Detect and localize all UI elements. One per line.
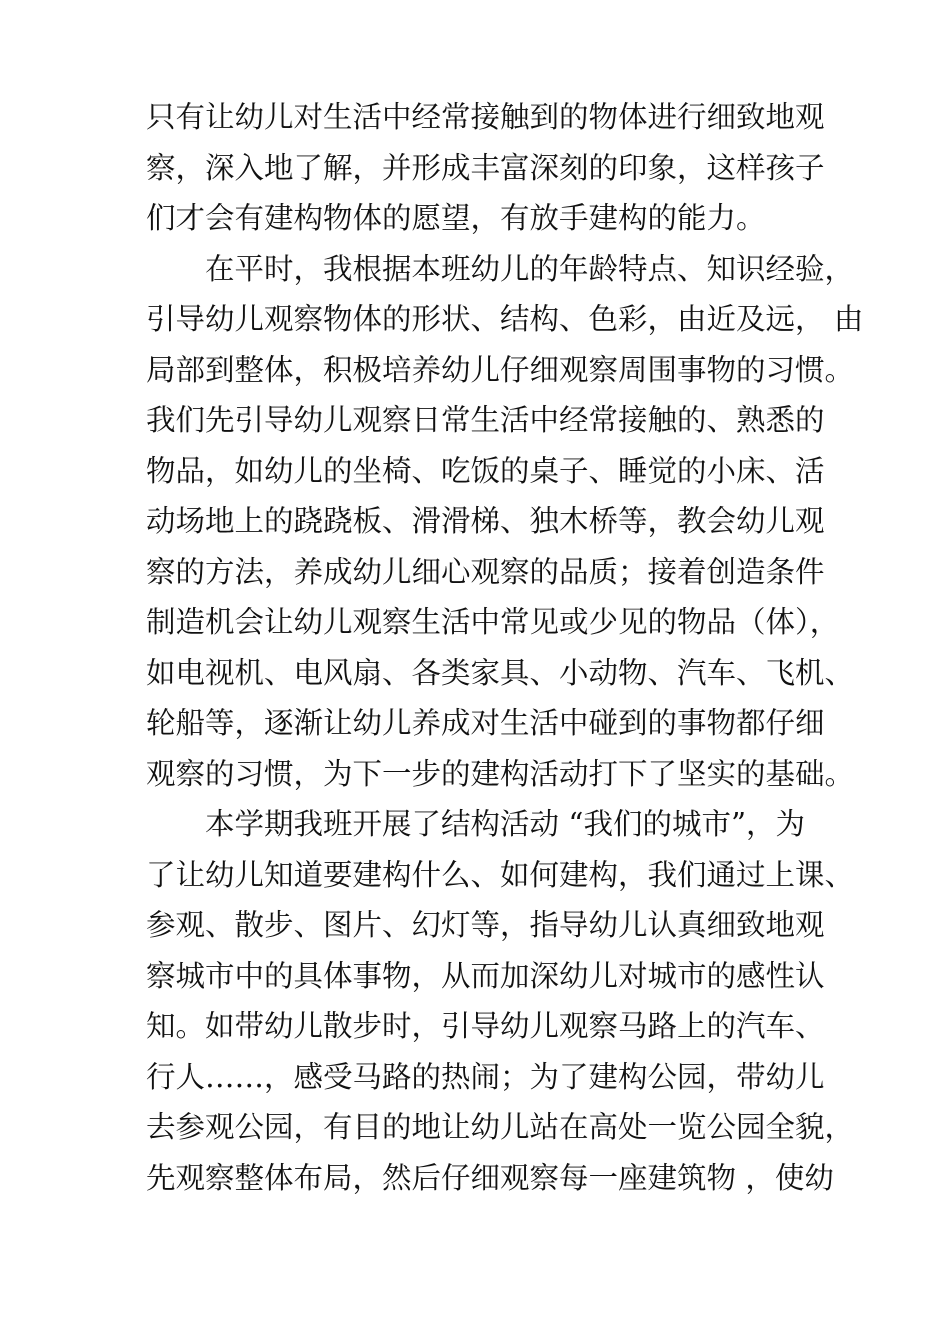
text-line: 察，深入地了解，并形成丰富深刻的印象，这样孩子 [146,150,825,185]
body-text [146,92,864,1203]
text-line: 动场地上的跷跷板、滑滑梯、独木桥等，教会幼儿观 [146,504,825,538]
text-line: 只有让幼儿对生活中经常接触到的物体进行细致地观 [146,100,825,134]
text-line: 们才会有建构物体的愿望，有放手建构的能力。 [146,201,766,235]
text-line: 观察的习惯，为下一步的建构活动打下了坚实的基础。 [146,756,855,791]
text-line: 参观、散步、图片、幻灯等，指导幼儿认真细致地观 [146,908,825,942]
text-line: 了让幼儿知道要建构什么、如何建构，我们通过上课、 [146,857,855,892]
text-line: 引导幼儿观察物体的形状、结构、色彩，由近及远， 由 [146,302,864,336]
text-line: 如电视机、电风扇、各类家具、小动物、汽车、飞机、 [146,655,855,690]
text-line: 知。如带幼儿散步时，引导幼儿观察马路上的汽车、 [146,1009,825,1043]
text-line: 行人……，感受马路的热闹；为了建构公园，带幼儿 [146,1059,825,1094]
text-line: 察的方法，养成幼儿细心观察的品质；接着创造条件 [146,554,825,589]
text-line: 轮船等，逐渐让幼儿养成对生活中碰到的事物都仔细 [146,706,825,740]
text-line: 我们先引导幼儿观察日常生活中经常接触的、熟悉的 [146,403,825,437]
paragraph-start-line: 在平时，我根据本班幼儿的年龄特点、知识经验， [205,251,855,286]
text-line: 察城市中的具体事物，从而加深幼儿对城市的感性认 [146,958,825,993]
text-line: 制造机会让幼儿观察生活中常见或少见的物品（体）， [146,605,840,639]
paragraph-start-line: 本学期我班开展了结构活动 “我们的城市”，为 [205,807,806,841]
text-line: 去参观公园，有目的地让幼儿站在高处一览公园全貌， [146,1110,855,1144]
text-line: 物品，如幼儿的坐椅、吃饭的桌子、睡觉的小床、活 [146,453,825,488]
text-line: 先观察整体布局，然后仔细观察每一座建筑物 ，使幼 [146,1160,834,1195]
text-line: 局部到整体，积极培养幼儿仔细观察周围事物的习惯。 [146,352,855,387]
